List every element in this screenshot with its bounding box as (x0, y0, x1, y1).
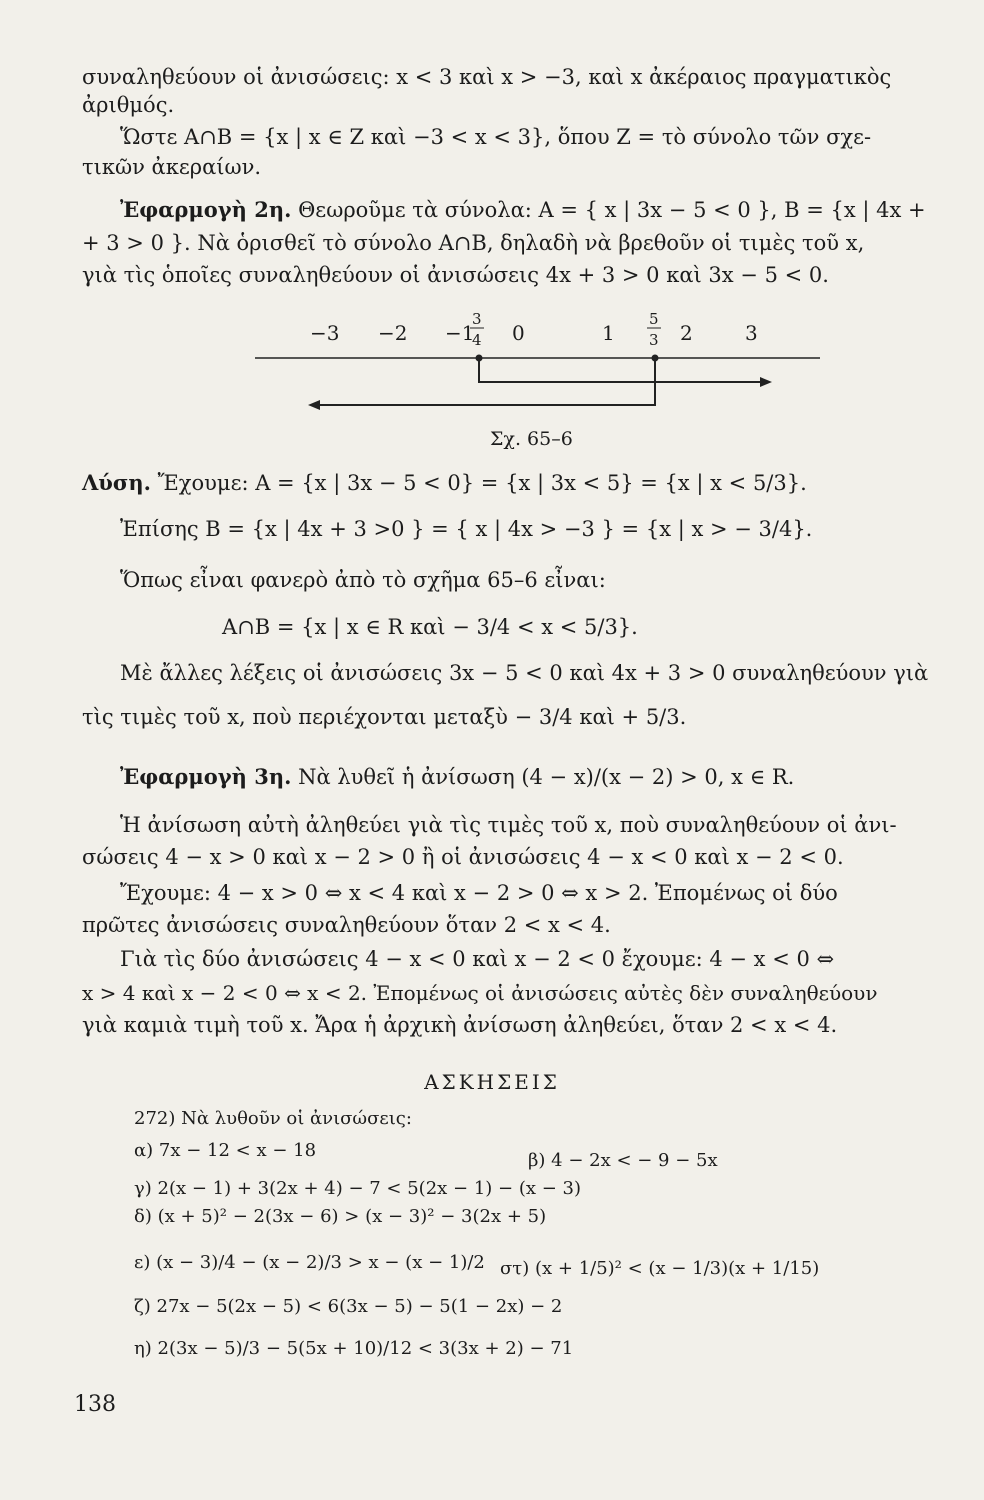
text-line: Ἔχουμε: 4 − x > 0 ⇔ x < 4 καὶ x − 2 > 0 ⇔ x > 2. Ἐπομένως οἱ δύο (120, 881, 838, 905)
tick-label: 3 (745, 321, 758, 345)
exercise-intro: 272) Νὰ λυθοῦν οἱ ἀνισώσεις: (134, 1108, 412, 1129)
text-line: Μὲ ἄλλες λέξεις οἱ ἀνισώσεις 3x − 5 < 0 καὶ 4x + 3 > 0 συναληθεύουν γιὰ (120, 661, 929, 685)
arrow-right (760, 377, 772, 387)
tick-label: 1 (602, 321, 615, 345)
exercise-item: η) 2(3x − 5)/3 − 5(5x + 10)/12 < 3(3x + 2) − 71 (134, 1338, 574, 1359)
exercise-item: ζ) 27x − 5(2x − 5) < 6(3x − 5) − 5(1 − 2x) − 2 (134, 1296, 563, 1317)
text-line: ἀριθμός. (82, 93, 175, 117)
text-line: A∩B = {x | x ∈ R καὶ − 3/4 < x < 5/3}. (222, 615, 638, 639)
tick-label-denominator: 3 (649, 331, 659, 349)
application-2-title: Ἐφαρμογὴ 2η. (120, 197, 292, 222)
exercise-item: β) 4 − 2x < − 9 − 5x (528, 1150, 718, 1171)
tick-label-numerator: 3 (472, 310, 482, 328)
text-line: Νὰ λυθεῖ ἡ ἀνίσωση (4 − x)/(x − 2) > 0, x ∈ R. (298, 765, 795, 789)
tick-label: 0 (512, 321, 525, 345)
tick-label: −1 (445, 321, 475, 345)
text-line: Ἡ ἀνίσωση αὐτὴ ἀληθεύει γιὰ τὶς τιμὲς τοῦ x, ποὺ συναληθεύουν οἱ ἀνι- (120, 813, 897, 837)
page-number: 138 (74, 1392, 116, 1417)
exercise-item: α) 7x − 12 < x − 18 (134, 1140, 317, 1161)
tick-label: 2 (680, 321, 693, 345)
arrow-left (308, 400, 320, 410)
text-line: γιὰ καμιὰ τιμὴ τοῦ x. Ἄρα ἡ ἀρχικὴ ἀνίσωση ἀληθεύει, ὅταν 2 < x < 4. (82, 1013, 838, 1037)
text-line: Ὅπως εἶναι φανερὸ ἀπὸ τὸ σχῆμα 65–6 εἶναι: (120, 568, 606, 592)
exercise-item: στ) (x + 1/5)² < (x − 1/3)(x + 1/15) (500, 1258, 820, 1279)
figure-caption: Σχ. 65–6 (490, 428, 573, 450)
text-line: τικῶν ἀκεραίων. (82, 155, 262, 179)
text-line: Ἔχουμε: A = {x | 3x − 5 < 0} = {x | 3x < 5} = {x | x < 5/3}. (157, 471, 807, 495)
exercise-item: ε) (x − 3)/4 − (x − 2)/3 > x − (x − 1)/2 (134, 1252, 485, 1273)
exercise-item: δ) (x + 5)² − 2(3x − 6) > (x − 3)² − 3(2x + 5) (134, 1206, 547, 1227)
text-line: + 3 > 0 }. Νὰ ὁρισθεῖ τὸ σύνολο A∩B, δηλαδὴ νὰ βρεθοῦν οἱ τιμὲς τοῦ x, (82, 231, 865, 255)
exercise-item: γ) 2(x − 1) + 3(2x + 4) − 7 < 5(2x − 1) − (x − 3) (134, 1178, 582, 1199)
application-3-title: Ἐφαρμογὴ 3η. (120, 764, 292, 789)
range-b-bracket (479, 358, 760, 382)
application-2-statement (82, 195, 984, 225)
solution-line (82, 468, 967, 498)
text-line: πρῶτες ἀνισώσεις συναληθεύουν ὅταν 2 < x < 4. (82, 913, 611, 937)
text-line: x > 4 καὶ x − 2 < 0 ⇔ x < 2. Ἐπομένως οἱ ἀνισώσεις αὐτὲς δὲν συναληθεύουν (82, 981, 878, 1005)
number-line-figure (250, 310, 830, 460)
text-line: Ἐπίσης B = {x | 4x + 3 >0 } = { x | 4x > −3 } = {x | x > − 3/4}. (120, 517, 813, 541)
application-3-statement (82, 762, 984, 792)
text-line: συναληθεύουν οἱ ἀνισώσεις: x < 3 καὶ x > −3, καὶ x ἀκέραιος πραγματικὸς (82, 65, 892, 89)
text-line: Θεωροῦμε τὰ σύνολα: A = { x | 3x − 5 < 0 }, B = {x | 4x + (298, 198, 926, 222)
tick-label-numerator: 5 (649, 310, 659, 328)
number-line-diagram (250, 310, 830, 460)
text-line: Ὥστε A∩B = {x | x ∈ Z καὶ −3 < x < 3}, ὅπου Z = τὸ σύνολο τῶν σχε- (120, 125, 872, 149)
tick-label-denominator: 4 (472, 331, 482, 349)
text-line: σώσεις 4 − x > 0 καὶ x − 2 > 0 ἢ οἱ ἀνισώσεις 4 − x < 0 καὶ x − 2 < 0. (82, 845, 844, 869)
solution-title: Λύση. (82, 470, 151, 495)
tick-label: −3 (310, 321, 340, 345)
text-line: γιὰ τὶς ὁποῖες συναληθεύουν οἱ ἀνισώσεις 4x + 3 > 0 καὶ 3x − 5 < 0. (82, 263, 829, 287)
tick-label: −2 (378, 321, 408, 345)
text-line: τὶς τιμὲς τοῦ x, ποὺ περιέχονται μεταξὺ − 3/4 καὶ + 5/3. (82, 705, 687, 729)
text-line: Γιὰ τὶς δύο ἀνισώσεις 4 − x < 0 καὶ x − 2 < 0 ἔχουμε: 4 − x < 0 ⇔ (120, 947, 835, 971)
exercises-heading: ΑΣΚΗΣΕΙΣ (424, 1070, 560, 1094)
